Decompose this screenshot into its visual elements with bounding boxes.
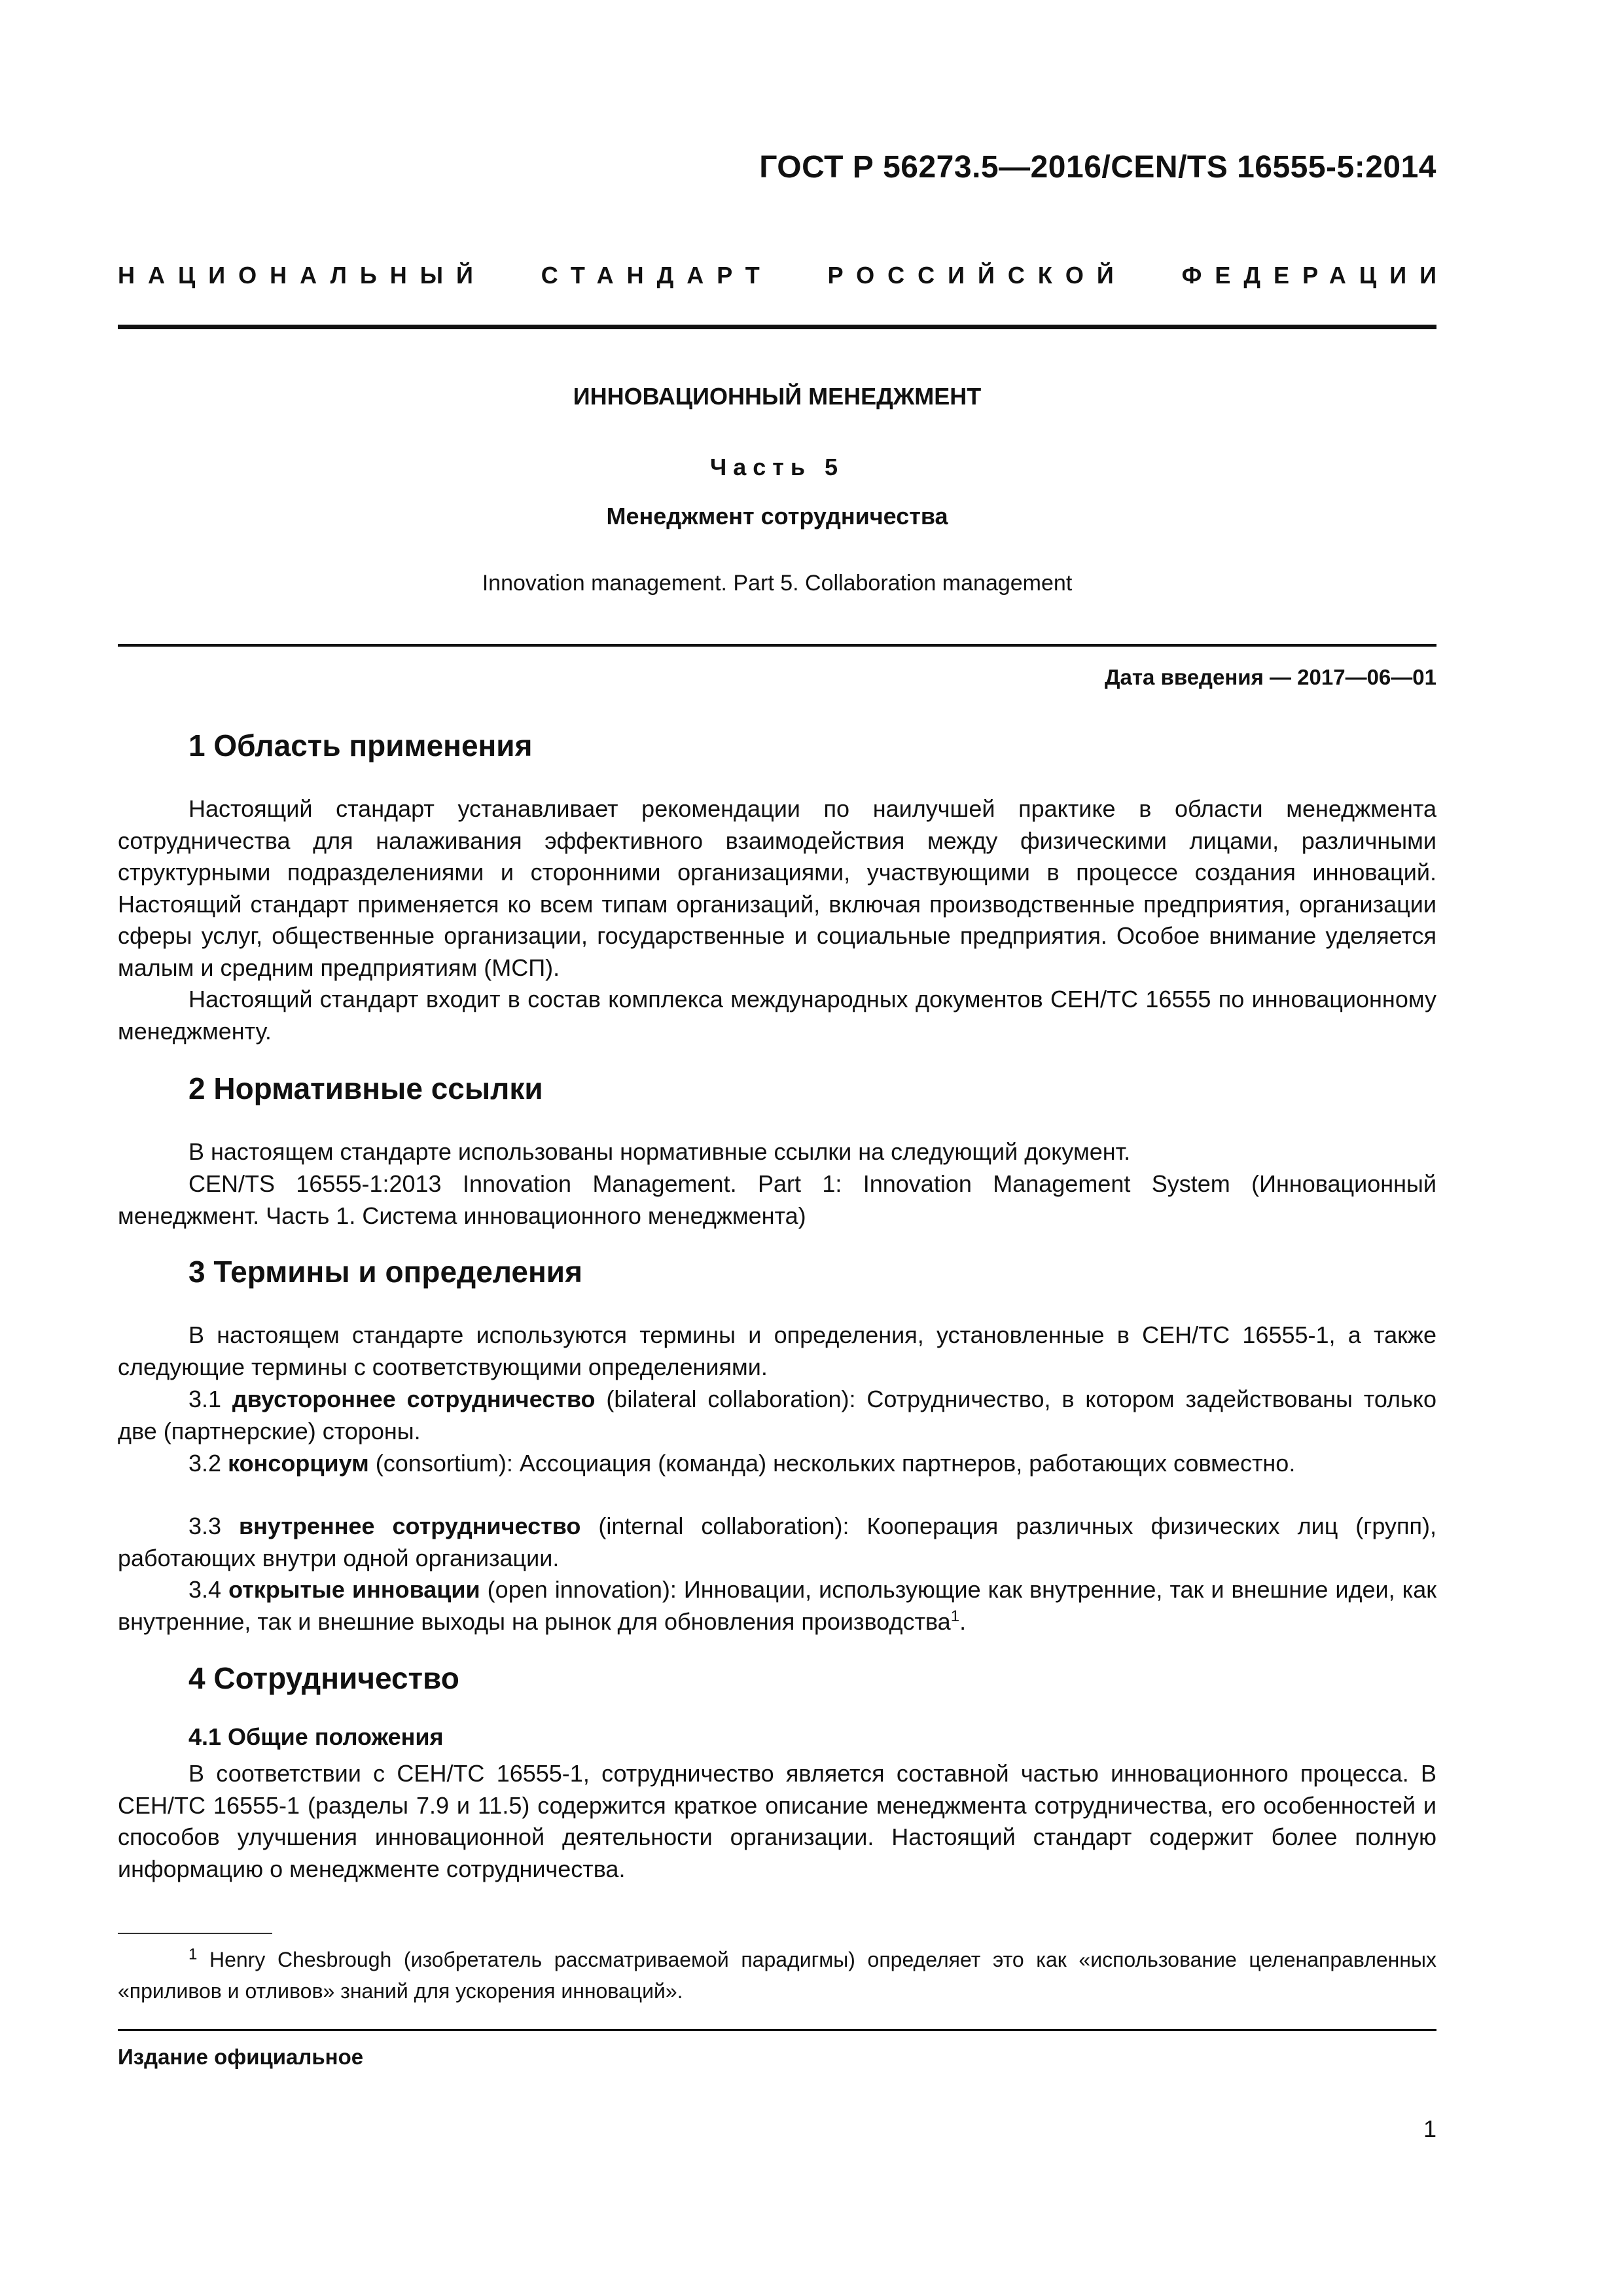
term-3-1	[118, 1384, 1436, 1447]
section-2-reference: CEN/TS 16555-1:2013 Innovation Management. Part 1: Innovation Management System (Инновационный менеджмент. Часть 1. Система инновационного менеджмента)	[118, 1170, 1436, 1229]
banner-word: ФЕДЕРАЦИИ	[1181, 262, 1450, 289]
footnote-separator	[118, 1933, 272, 1934]
term-name: двустороннее сотрудничество	[232, 1386, 596, 1412]
banner-word: СТАНДАРТ	[541, 262, 773, 289]
national-standard-banner	[118, 262, 1450, 289]
section-4-1-heading: 4.1 Общие положения	[188, 1723, 444, 1750]
part-label: Часть 5	[709, 454, 845, 480]
term-number: 3.4	[188, 1576, 222, 1603]
term-definition: (internal collaboration): Кооперация различных физических лиц (групп), работающих внутри одной организации.	[118, 1513, 1436, 1571]
term-name: внутреннее сотрудничество	[239, 1513, 581, 1539]
effective-date: Дата введения — 2017—06—01	[1105, 665, 1436, 689]
header-rule	[118, 325, 1436, 329]
title-rule	[118, 644, 1436, 647]
section-1-paragraph: Настоящий стандарт устанавливает рекомендации по наилучшей практике в области менеджмента сотрудничества для налаживания эффективного взаимодействия между физическими лицами, различными структурными подразделениями и сторонними организациями, участвующими в процессе создания инноваций. Настоящий стандарт применяется ко всем типам организаций, включая производственные предприятия, организации сферы услуг, общественные организации, государственные и социальные предприятия. Особое внимание уделяется малым и средним предприятиям (МСП).	[118, 795, 1436, 981]
footnote	[118, 1944, 1436, 2007]
english-title: Innovation management. Part 5. Collaboration management	[482, 571, 1073, 596]
document-subtitle: Менеджмент сотрудничества	[606, 503, 948, 529]
footer-rule	[118, 2029, 1436, 2031]
term-definition: (open innovation): Инновации, использующие как внутренние, так и внешние идеи, как внутренние, так и внешние выходы на рынок для обновления производства	[118, 1576, 1436, 1635]
term-definition: (bilateral collaboration): Сотрудничество, в котором задействованы только две (партнерские) стороны.	[118, 1386, 1436, 1444]
term-number: 3.3	[188, 1513, 222, 1539]
term-3-3	[118, 1511, 1436, 1574]
section-3-heading: 3 Термины и определения	[188, 1255, 582, 1289]
banner-word: НАЦИОНАЛЬНЫЙ	[118, 262, 486, 289]
term-name: открытые инновации	[228, 1576, 480, 1603]
term-3-4	[118, 1574, 1436, 1638]
footnote-mark: 1	[188, 1945, 198, 1964]
term-end: .	[959, 1607, 967, 1635]
section-3-intro: В настоящем стандарте используются термины и определения, установленные в СЕН/ТС 16555-1, а также следующие термины с соответствующими определениями.	[118, 1321, 1436, 1380]
term-number: 3.2	[188, 1450, 222, 1477]
footnote-reference: 1	[950, 1607, 960, 1625]
page-number: 1	[1423, 2115, 1436, 2142]
section-4-heading: 4 Сотрудничество	[188, 1661, 459, 1695]
document-title: ИННОВАЦИОННЫЙ МЕНЕДЖМЕНТ	[573, 383, 982, 410]
section-2-paragraph: В настоящем стандарте использованы нормативные ссылки на следующий документ.	[188, 1138, 1131, 1165]
section-4-1-paragraph: В соответствии с СЕН/ТС 16555-1, сотрудничество является составной частью инновационного процесса. В СЕН/ТС 16555-1 (разделы 7.9 и 11.5) содержится краткое описание менеджмента сотрудничества, его особенностей и способов улучшения инновационной деятельности организации. Настоящий стандарт содержит более полную информацию о менеджменте сотрудничества.	[118, 1760, 1436, 1882]
term-number: 3.1	[188, 1386, 222, 1412]
term-definition: (consortium): Ассоциация (команда) нескольких партнеров, работающих совместно.	[368, 1450, 1296, 1477]
section-2-heading: 2 Нормативные ссылки	[188, 1071, 543, 1105]
section-1-heading: 1 Область применения	[188, 728, 533, 762]
section-1-paragraph: Настоящий стандарт входит в состав комплекса международных документов СЕН/ТС 16555 по инновационному менеджменту.	[118, 986, 1436, 1045]
official-edition-label: Издание официальное	[118, 2045, 364, 2069]
standard-code: ГОСТ Р 56273.5—2016/CEN/TS 16555-5:2014	[759, 150, 1436, 185]
term-3-2	[118, 1448, 1436, 1480]
footnote-text: Henry Chesbrough (изобретатель рассматриваемой парадигмы) определяет это как «использование целенаправленных «приливов и отливов» знаний для ускорения инноваций».	[118, 1948, 1436, 2003]
banner-word: РОССИЙСКОЙ	[827, 262, 1127, 289]
term-name: консорциум	[228, 1450, 369, 1477]
